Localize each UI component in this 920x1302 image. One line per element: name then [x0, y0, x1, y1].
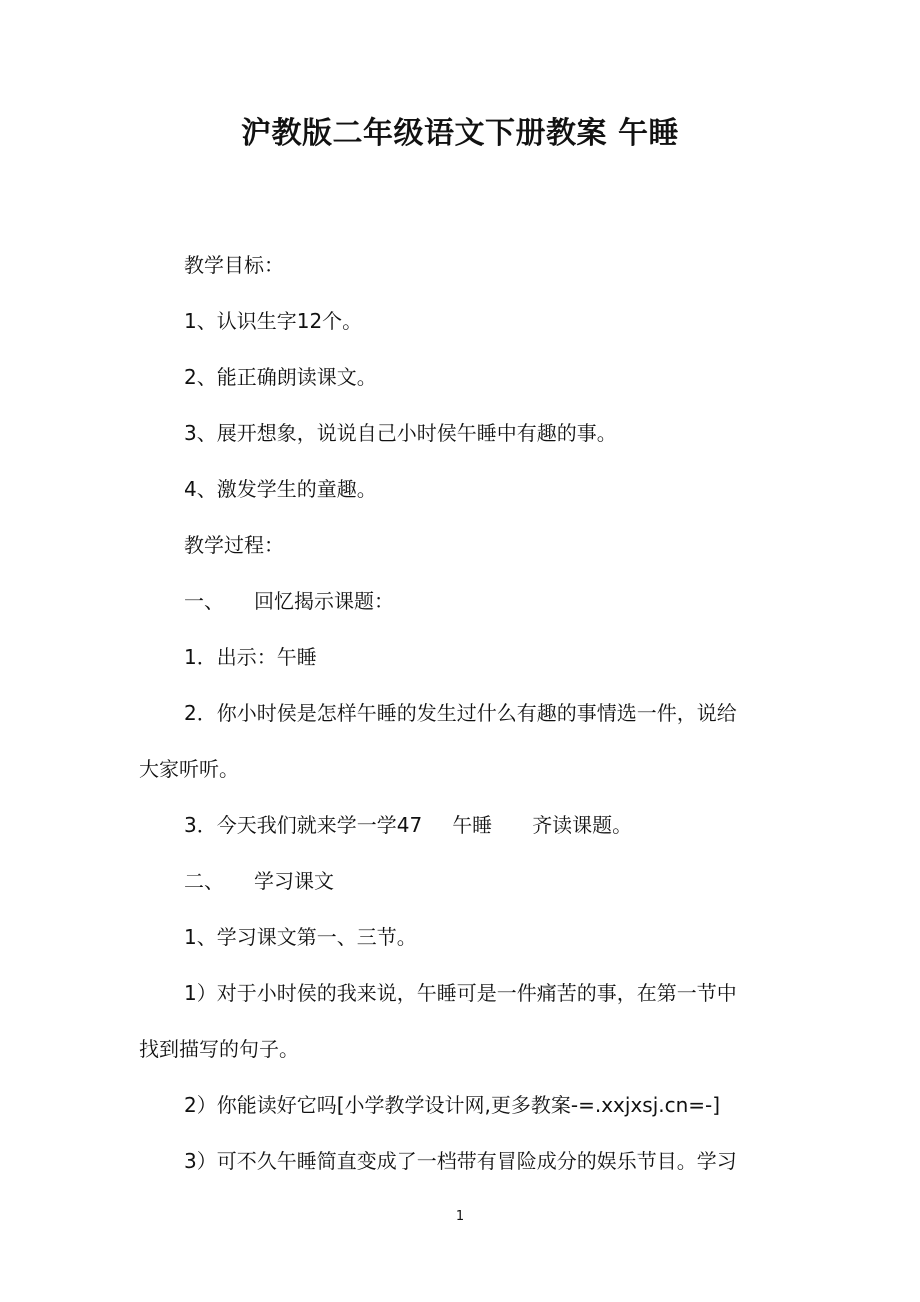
document-title: 沪教版二年级语文下册教案 午睡 — [241, 116, 679, 151]
question-1-line-2: 找到描写的句子。 — [139, 1037, 299, 1061]
section-two-title: 学习课文 — [254, 869, 334, 893]
step-3-part-2: 午睡 — [452, 813, 493, 837]
objective-item: 2、能正确朗读课文。 — [184, 365, 377, 389]
section-two-marker: 二、 — [184, 869, 224, 893]
step-3 — [184, 810, 632, 840]
section-one-marker: 一、 — [184, 589, 224, 613]
section-one-heading — [184, 586, 394, 616]
section-two-heading — [184, 866, 334, 896]
step-1: 1．出示：午睡 — [184, 645, 317, 669]
step-2-line-1: 2．你小时侯是怎样午睡的发生过什么有趣的事情选一件，说给 — [184, 701, 737, 725]
step-3-part-3: 齐读课题。 — [532, 813, 633, 837]
question-2: 2）你能读好它吗[小学教学设计网,更多教案-=.xxjxsj.cn=-] — [184, 1093, 721, 1117]
objective-item: 3、展开想象，说说自己小时侯午睡中有趣的事。 — [184, 421, 617, 445]
page-number: 1 — [455, 1209, 465, 1224]
objectives-heading: 教学目标： — [184, 253, 284, 277]
step-3-part-1: 3．今天我们就来学一学47 — [184, 813, 423, 837]
lesson-1: 1、学习课文第一、三节。 — [184, 925, 417, 949]
objective-item: 4、激发学生的童趣。 — [184, 477, 377, 501]
objective-item: 1、认识生字12个。 — [184, 309, 363, 333]
step-2-line-2: 大家听听。 — [139, 757, 239, 781]
question-3: 3）可不久午睡简直变成了一档带有冒险成分的娱乐节目。学习 — [184, 1149, 737, 1173]
question-1-line-1: 1）对于小时侯的我来说，午睡可是一件痛苦的事，在第一节中 — [184, 981, 737, 1005]
section-one-title: 回忆揭示课题： — [254, 589, 394, 613]
process-heading: 教学过程： — [184, 533, 284, 557]
